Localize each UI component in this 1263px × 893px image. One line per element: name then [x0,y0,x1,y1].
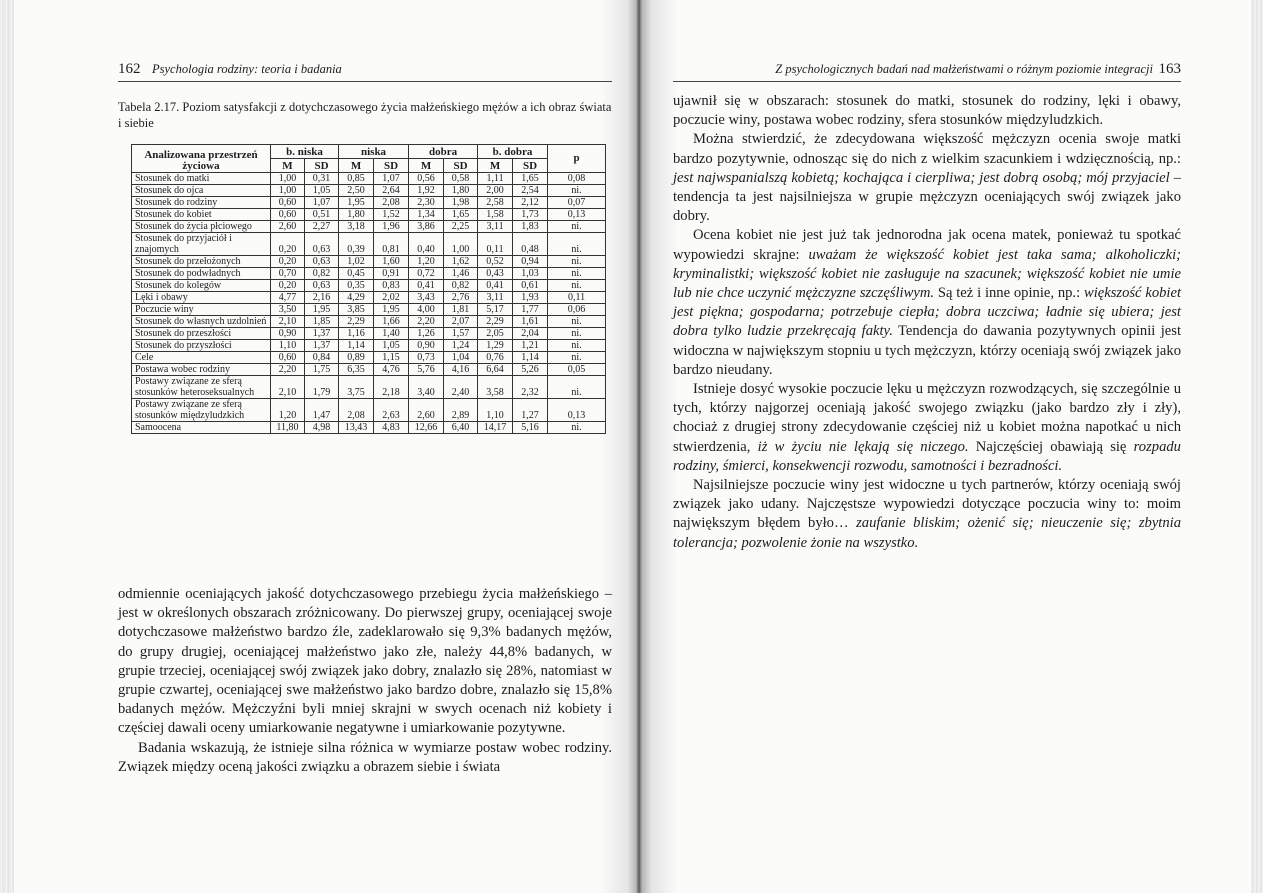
right-running-head [673,61,1181,82]
cell-sd: 1,15 [374,352,409,364]
cell-sd: 2,64 [374,185,409,197]
cell-sd: 1,07 [305,197,339,209]
header-sd: SD [305,159,339,173]
cell-sd: 2,89 [444,399,478,422]
row-label: Stosunek do rodziny [132,197,271,209]
cell-p: 0,13 [548,209,606,221]
cell-sd: 2,07 [444,316,478,328]
row-label: Cele [132,352,271,364]
cell-mean: 1,10 [478,399,513,422]
text-run: Można stwierdzić, że zdecydowana większość mężczyzn ocenia swoje matki bardzo pozytywnie, odnosząc się do nich z wielkim szacunkiem i wdzięcznością, np.: [673,131,1181,167]
cell-mean: 1,02 [339,256,374,268]
table-row [132,316,606,328]
row-label: Stosunek do ojca [132,185,271,197]
cell-sd: 1,61 [513,316,548,328]
cell-mean: 0,41 [409,280,444,292]
text-run: Istnieje dosyć wysokie poczucie lęku u mężczyzn rozwodzących, się szczególnie u tych, którzy najgorzej oceniają jakość swojego związku (jako bardzo zły i zły), chociaż z drugiej strony zdecydowanie częściej niż u kobiet można napotkać u nich stwierdzenia, [673,381,1181,455]
text-run: Tendencja do dawania pozytywnych opinii jest widoczna w największym stopniu u tych mężczyzn, którzy oceniają swój związek jako bardzo nieudany. [673,323,1182,378]
cell-sd: 1,40 [374,328,409,340]
cell-mean: 0,72 [409,268,444,280]
left-page-edge [0,0,14,893]
header-sd: SD [374,159,409,173]
cell-mean: 1,95 [339,197,374,209]
cell-mean: 4,77 [271,292,305,304]
table-body [132,173,606,434]
cell-mean: 0,70 [271,268,305,280]
row-label: Stosunek do przyjaciół i znajomych [132,233,271,256]
cell-mean: 2,08 [339,399,374,422]
cell-mean: 1,14 [339,340,374,352]
row-label: Samoocena [132,422,271,434]
left-running-head [118,61,612,82]
row-label: Poczucie winy [132,304,271,316]
cell-p: ni. [548,316,606,328]
cell-mean: 2,10 [271,316,305,328]
cell-sd: 1,52 [374,209,409,221]
quote-italic: iż w życiu nie lękają się niczego. [757,438,969,455]
cell-mean: 0,90 [271,328,305,340]
cell-sd: 4,83 [374,422,409,434]
cell-sd: 0,48 [513,233,548,256]
cell-mean: 0,35 [339,280,374,292]
cell-mean: 0,52 [478,256,513,268]
cell-sd: 5,26 [513,364,548,376]
cell-mean: 2,05 [478,328,513,340]
cell-p: ni. [548,280,606,292]
cell-mean: 3,11 [478,292,513,304]
text-run: Najsilniejsze poczucie winy jest widoczne u tych partnerów, którzy oceniają swój związek jako udany. Najczęstsze wypowiedzi dotyczące poczucia winy to: moim największym błędem było… [673,477,1181,532]
cell-sd: 1,77 [513,304,548,316]
cell-mean: 1,10 [271,340,305,352]
cell-mean: 6,64 [478,364,513,376]
cell-p: ni. [548,340,606,352]
row-label: Lęki i obawy [132,292,271,304]
cell-mean: 0,20 [271,233,305,256]
cell-mean: 3,11 [478,221,513,233]
cell-sd: 1,05 [374,340,409,352]
cell-mean: 13,43 [339,422,374,434]
right-page-edge [1251,0,1263,893]
cell-p: ni. [548,328,606,340]
table-row [132,352,606,364]
cell-sd: 1,47 [305,399,339,422]
paragraph [673,226,1181,380]
cell-sd: 2,16 [305,292,339,304]
row-label: Postawa wobec rodziny [132,364,271,376]
cell-sd: 0,31 [305,173,339,185]
header-area: Analizowana przestrzeń życiowa [132,145,271,173]
cell-mean: 1,16 [339,328,374,340]
table-row [132,280,606,292]
cell-mean: 5,76 [409,364,444,376]
cell-sd: 2,40 [444,376,478,399]
cell-sd: 1,80 [444,185,478,197]
cell-p: 0,08 [548,173,606,185]
cell-sd: 1,65 [444,209,478,221]
cell-mean: 0,43 [478,268,513,280]
row-label: Postawy związane ze sferą stosunków międzyludzkich [132,399,271,422]
running-title-right: Z psychologicznych badań nad małżeństwami o różnym poziomie integracji [775,62,1153,76]
paragraph: odmiennie oceniających jakość dotychczasowego przebiegu życia małżeńskiego – jest w określonych obszarach zróżnicowany. Do pierwszej grupy, oceniającej swoje dotychczasowe małżeństwo bardzo źle, zadeklarowało się 9,3% badanych mężów, do grupy drugiej, oceniającej małżeństwo jako złe, należy 44,8% badanych, w grupie trzeciej, oceniającej swój związek jako dobry, znalazło się 28%, natomiast w grupie czwartej, oceniającej swe małżeństwo jako bardzo dobre, znalazło się 15,8% badanych mężów. Mężczyźni byli mniej skrajni w swych ocenach niż kobiety i częściej dawali oceny umiarkowanie negatywne i umiarkowanie pozytywne. [118,586,612,737]
cell-sd: 1,93 [513,292,548,304]
table-row [132,185,606,197]
cell-mean: 1,20 [271,399,305,422]
cell-sd: 4,98 [305,422,339,434]
table-row [132,292,606,304]
cell-sd: 2,54 [513,185,548,197]
table-row [132,197,606,209]
left-body-text [118,585,612,777]
table-row [132,340,606,352]
table-row [132,376,606,399]
row-label: Stosunek do kobiet [132,209,271,221]
header-group: dobra [409,145,478,159]
cell-sd: 4,76 [374,364,409,376]
cell-sd: 6,40 [444,422,478,434]
cell-sd: 1,57 [444,328,478,340]
cell-sd: 1,37 [305,328,339,340]
text-run: Ocena kobiet nie jest już tak jednorodna jak ocena matek, ponieważ tu spotkać wypowiedzi skrajne: [673,227,1181,263]
cell-sd: 2,76 [444,292,478,304]
table-row [132,221,606,233]
cell-mean: 2,29 [339,316,374,328]
paragraph [673,476,1181,553]
header-m: M [271,159,305,173]
cell-mean: 0,11 [478,233,513,256]
cell-p: ni. [548,185,606,197]
cell-sd: 0,82 [305,268,339,280]
cell-mean: 0,45 [339,268,374,280]
row-label: Stosunek do kolegów [132,280,271,292]
cell-mean: 4,29 [339,292,374,304]
cell-sd: 0,81 [374,233,409,256]
table-row [132,173,606,185]
cell-sd: 0,91 [374,268,409,280]
cell-sd: 1,95 [374,304,409,316]
cell-mean: 1,92 [409,185,444,197]
row-label: Stosunek do podwładnych [132,268,271,280]
cell-p: 0,05 [548,364,606,376]
cell-mean: 2,20 [271,364,305,376]
cell-p: 0,11 [548,292,606,304]
cell-sd: 1,62 [444,256,478,268]
text-run: Są też i inne opinie, np.: [937,285,1081,302]
cell-sd: 0,63 [305,280,339,292]
paragraph [673,130,1181,226]
cell-sd: 1,46 [444,268,478,280]
cell-sd: 1,05 [305,185,339,197]
cell-sd: 2,25 [444,221,478,233]
cell-sd: 0,84 [305,352,339,364]
cell-sd: 1,66 [374,316,409,328]
cell-mean: 0,90 [409,340,444,352]
row-label: Postawy związane ze sferą stosunków heteroseksualnych [132,376,271,399]
paragraph [673,380,1181,476]
cell-sd: 1,24 [444,340,478,352]
cell-mean: 3,50 [271,304,305,316]
row-label: Stosunek do matki [132,173,271,185]
cell-sd: 2,04 [513,328,548,340]
cell-sd: 1,98 [444,197,478,209]
cell-sd: 1,21 [513,340,548,352]
cell-mean: 0,20 [271,280,305,292]
cell-mean: 0,89 [339,352,374,364]
cell-sd: 0,94 [513,256,548,268]
cell-sd: 1,83 [513,221,548,233]
cell-mean: 11,80 [271,422,305,434]
cell-sd: 1,04 [444,352,478,364]
cell-sd: 2,32 [513,376,548,399]
header-sd: SD [513,159,548,173]
cell-mean: 2,60 [271,221,305,233]
header-m: M [339,159,374,173]
cell-mean: 0,56 [409,173,444,185]
table-row [132,304,606,316]
cell-mean: 2,29 [478,316,513,328]
header-group: b. niska [271,145,339,159]
row-label: Stosunek do przyszłości [132,340,271,352]
table-row [132,364,606,376]
cell-sd: 0,61 [513,280,548,292]
page-number-right: 163 [1158,61,1181,77]
table-row [132,328,606,340]
cell-sd: 1,07 [374,173,409,185]
right-page [673,0,1181,893]
cell-mean: 1,80 [339,209,374,221]
cell-mean: 0,60 [271,352,305,364]
cell-mean: 2,58 [478,197,513,209]
text-run: Najczęściej obawiają się [975,438,1127,455]
quote-italic: jest najwspanialszą kobietą; kochająca i cierpliwa; jest dobrą osobą; mój przyjaciel [673,169,1170,186]
cell-mean: 6,35 [339,364,374,376]
cell-sd: 2,18 [374,376,409,399]
cell-mean: 1,58 [478,209,513,221]
paragraph: Badania wskazują, że istnieje silna różnica w wymiarze postaw wobec rodziny. Związek między oceną jakości związku a obrazem siebie i świata [118,739,612,775]
cell-sd: 1,65 [513,173,548,185]
table-row [132,268,606,280]
cell-mean: 0,41 [478,280,513,292]
table-row [132,256,606,268]
cell-p: 0,07 [548,197,606,209]
quote-italic: większość kobiet jest piękna; gospodarna; potrzebuje ciepła; dobra uczciwa; ładnie się ubiera; jest dobra tylko ludzie przekręcają fakty. [673,285,1181,340]
row-label: Stosunek do własnych uzdolnień [132,316,271,328]
row-label: Stosunek do przełożonych [132,256,271,268]
cell-sd: 2,08 [374,197,409,209]
text-run: – tendencja ta jest najsilniejsza w grupie mężczyzn oceniających swój związek jako dobry. [673,169,1181,225]
cell-p: ni. [548,376,606,399]
cell-sd: 1,79 [305,376,339,399]
cell-sd: 1,14 [513,352,548,364]
cell-sd: 2,63 [374,399,409,422]
cell-mean: 0,85 [339,173,374,185]
results-table [131,144,606,434]
cell-mean: 4,00 [409,304,444,316]
cell-sd: 2,27 [305,221,339,233]
quote-italic: uważam że większość kobiet jest taka sama; alkoholiczki; kryminalistki; większość kobiet nie zasługuje na szacunek; większość kobiet nie umie lub nie chce uczynić mężczyzne szczęśliwym. [673,246,1181,302]
cell-mean: 1,20 [409,256,444,268]
cell-sd: 1,60 [374,256,409,268]
cell-mean: 2,30 [409,197,444,209]
cell-mean: 1,26 [409,328,444,340]
cell-sd: 1,73 [513,209,548,221]
cell-mean: 2,10 [271,376,305,399]
cell-p: ni. [548,233,606,256]
header-p: p [548,145,606,173]
cell-sd: 1,27 [513,399,548,422]
cell-mean: 3,18 [339,221,374,233]
header-m: M [409,159,444,173]
table-row [132,209,606,221]
header-sd: SD [444,159,478,173]
running-title-left: Psychologia rodziny: teoria i badania [152,62,342,76]
cell-sd: 0,63 [305,256,339,268]
quote-italic: rozpadu rodziny, śmierci, konsekwencji rozwodu, samotności i bezradności. [673,438,1181,474]
cell-sd: 1,03 [513,268,548,280]
cell-mean: 2,20 [409,316,444,328]
cell-mean: 3,75 [339,376,374,399]
cell-p: ni. [548,268,606,280]
header-group: niska [339,145,409,159]
row-label: Stosunek do życia płciowego [132,221,271,233]
cell-mean: 0,39 [339,233,374,256]
cell-sd: 1,75 [305,364,339,376]
cell-sd: 2,02 [374,292,409,304]
header-group: b. dobra [478,145,548,159]
quote-italic: zaufanie bliskim; ożenić się; nieuczenie się; zbytnia tolerancja; pozwolenie żonie na wszystko. [673,515,1181,551]
cell-mean: 0,60 [271,209,305,221]
cell-mean: 1,00 [271,173,305,185]
cell-mean: 3,58 [478,376,513,399]
cell-mean: 3,40 [409,376,444,399]
table-row [132,399,606,422]
cell-p: 0,13 [548,399,606,422]
page-number-left: 162 [118,61,141,77]
cell-sd: 1,96 [374,221,409,233]
cell-sd: 0,63 [305,233,339,256]
cell-p: ni. [548,352,606,364]
cell-sd: 0,51 [305,209,339,221]
cell-mean: 0,20 [271,256,305,268]
cell-p: ni. [548,256,606,268]
cell-mean: 0,60 [271,197,305,209]
cell-sd: 5,16 [513,422,548,434]
cell-sd: 1,85 [305,316,339,328]
cell-sd: 4,16 [444,364,478,376]
cell-mean: 3,85 [339,304,374,316]
paragraph: ujawnił się w obszarach: stosunek do matki, stosunek do rodziny, lęki i obawy, poczucie winy, postawa wobec rodziny, sfera stosunków międzyludzkich. [673,93,1181,129]
cell-mean: 1,29 [478,340,513,352]
cell-mean: 2,60 [409,399,444,422]
cell-mean: 12,66 [409,422,444,434]
cell-sd: 1,37 [305,340,339,352]
cell-mean: 0,76 [478,352,513,364]
cell-mean: 1,34 [409,209,444,221]
cell-mean: 3,43 [409,292,444,304]
right-body-text [673,92,1181,553]
cell-sd: 0,83 [374,280,409,292]
cell-mean: 2,00 [478,185,513,197]
cell-mean: 0,40 [409,233,444,256]
cell-sd: 0,82 [444,280,478,292]
row-label: Stosunek do przeszłości [132,328,271,340]
cell-mean: 5,17 [478,304,513,316]
cell-mean: 2,50 [339,185,374,197]
cell-sd: 1,95 [305,304,339,316]
cell-sd: 1,00 [444,233,478,256]
cell-sd: 1,81 [444,304,478,316]
cell-mean: 3,86 [409,221,444,233]
cell-sd: 0,58 [444,173,478,185]
table-row [132,422,606,434]
cell-p: 0,06 [548,304,606,316]
header-m: M [478,159,513,173]
cell-sd: 2,12 [513,197,548,209]
cell-mean: 14,17 [478,422,513,434]
cell-mean: 1,00 [271,185,305,197]
table-row [132,233,606,256]
cell-p: ni. [548,221,606,233]
cell-p: ni. [548,422,606,434]
table-caption: Tabela 2.17. Poziom satysfakcji z dotychczasowego życia małżeńskiego mężów a ich obraz świata i siebie [118,100,612,130]
left-page [118,0,612,893]
cell-mean: 1,11 [478,173,513,185]
cell-mean: 0,73 [409,352,444,364]
